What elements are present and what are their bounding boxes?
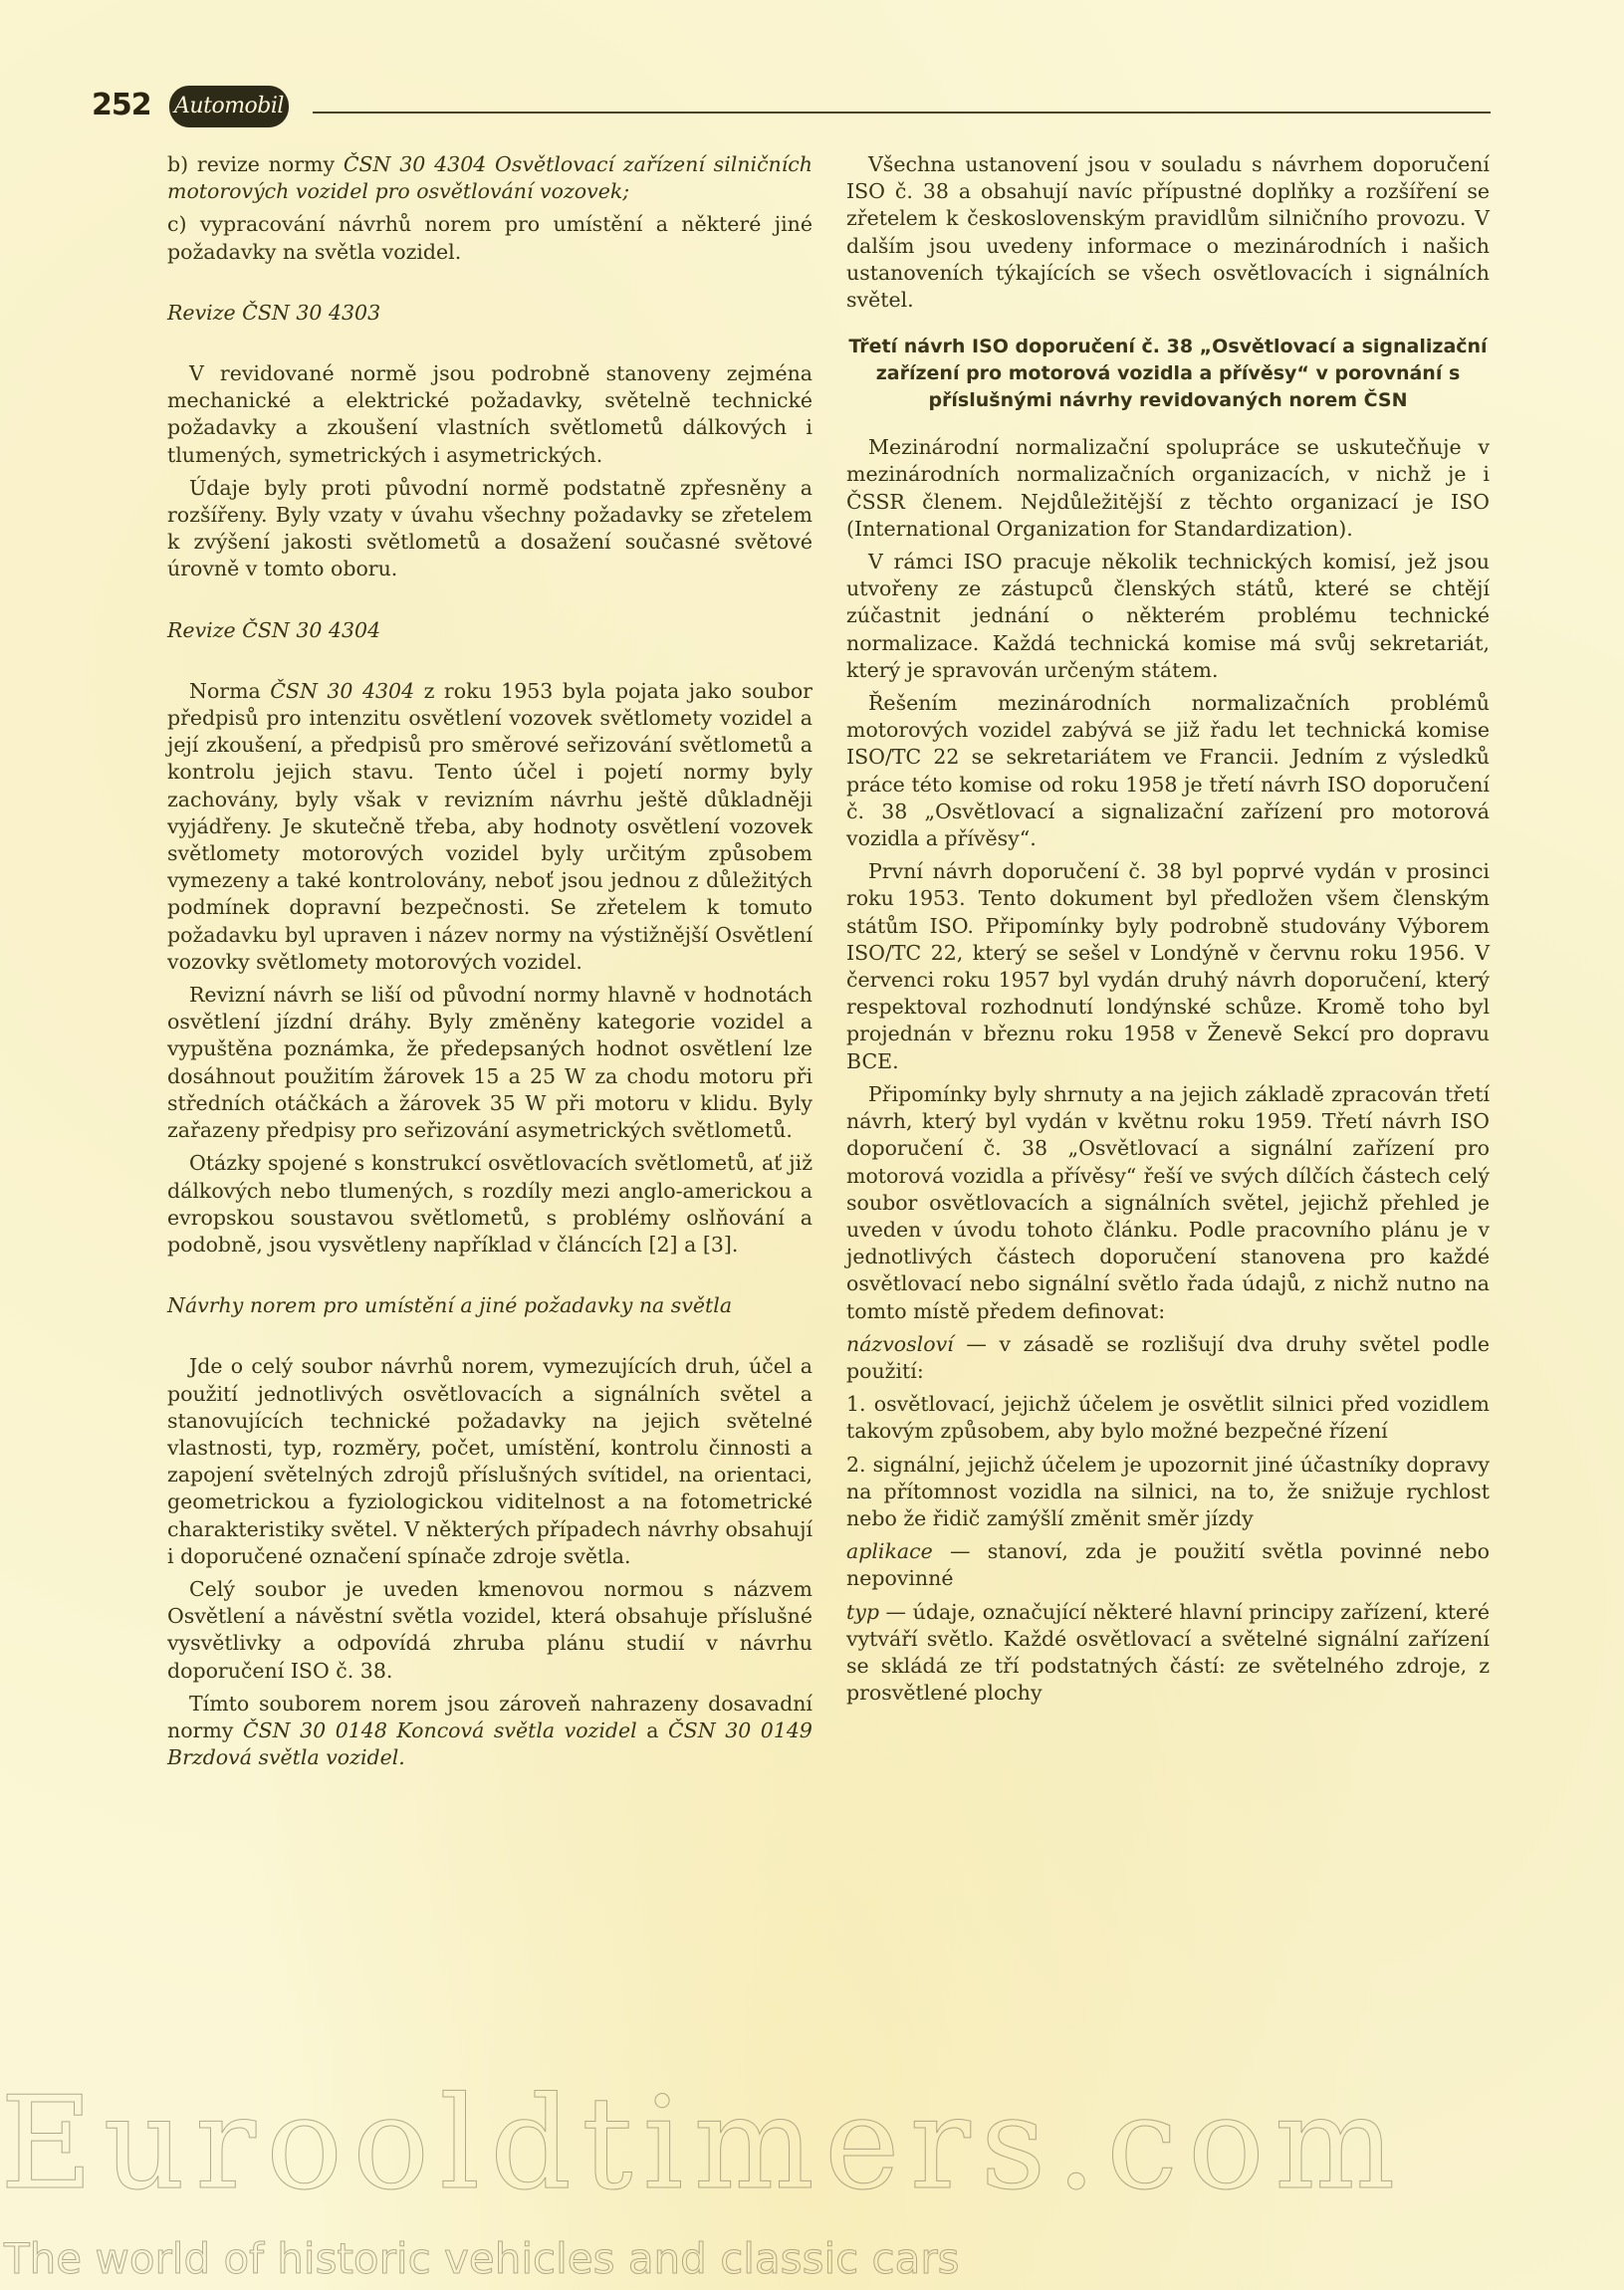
- list-item-b: [167, 151, 812, 205]
- paragraph: [167, 1691, 812, 1772]
- text: Tímto souborem norem jsou zároveň nahrazeny dosavadní normy: [167, 1691, 812, 1742]
- paragraph: Celý soubor je uveden kmenovou normou s názvem Osvětlení a návěstní světla vozidel, která obsahuje příslušné vysvětlivky a odpovídá zhruba plánu studií v návrhu doporučení ISO č. 38.: [167, 1576, 812, 1683]
- paragraph: [167, 678, 812, 976]
- paragraph: Všechna ustanovení jsou v souladu s návrhem doporučení ISO č. 38 a obsahují navíc přípustné doplňky a rozšíření se zřetelem k československým pravidlům silničního provozu. V dalším jsou uvedeny informace o mezinárodních i našich ustanoveních týkajících se všech osvětlovacích i signálních světel.: [846, 152, 1490, 313]
- term: názvosloví: [846, 1331, 954, 1356]
- section-heading: Revize ČSN 30 4303: [167, 300, 381, 325]
- paragraph: Řešením mezinárodních normalizačních problémů motorových vozidel zabývá se již řadu let technická komise ISO/TC 22 se sekretariátem ve Francii. Jedním z výsledků práce této komise od roku 1958 je třetí návrh ISO doporučení č. 38 „Osvětlovací a signalizační zařízení pro motorová vozidla a přívěsy“.: [846, 691, 1490, 851]
- list-item-c: c) vypracování návrhů norem pro umístění a některé jiné požadavky na světla vozidel.: [167, 212, 812, 264]
- left-column: [167, 151, 812, 1777]
- norm-ref: ČSN 30 0148 Koncová světla vozidel: [242, 1718, 637, 1742]
- definition: [846, 1599, 1490, 1708]
- list-item: 2. signální, jejichž účelem je upozornit jiné účastníky dopravy na přítomnost vozidla na silnici, na to, že snižuje rychlost nebo že řidič zamýšlí změnit směr jízdy: [846, 1452, 1490, 1530]
- text: a: [636, 1718, 668, 1742]
- norm-ref: ČSN 30 4304: [270, 678, 415, 703]
- term: typ: [846, 1599, 879, 1624]
- magazine-logo: Automobil: [169, 86, 289, 127]
- section-heading: Návrhy norem pro umístění a jiné požadavky na světla: [167, 1293, 733, 1318]
- paragraph: V revidované normě jsou podrobně stanoveny zejména mechanické a elektrické požadavky, světelně technické požadavky a zkoušení vlastních světlometů dálkových i tlumených, symetrických i asymetrických.: [167, 361, 812, 467]
- watermark-tagline: The world of historic vehicles and classic cars: [4, 2234, 960, 2283]
- watermark-site: Eurooldtimers.com: [0, 2070, 1406, 2218]
- paragraph: První návrh doporučení č. 38 byl poprvé vydán v prosinci roku 1953. Tento dokument byl předložen všem členským státům ISO. Připomínky byly podrobně studovány Výborem ISO/TC 22, který se sešel v Londýně v červnu roku 1956. V červenci roku 1957 byl vydán druhý návrh doporučení, který respektoval rozhodnutí londýnské schůze. Kromě toho byl projednán v březnu roku 1958 v Ženevě Sekcí pro dopravu BCE.: [846, 859, 1490, 1073]
- list-item: 1. osvětlovací, jejichž účelem je osvětlit silnici před vozidlem takovým způsobem, aby bylo možné bezpečné řízení: [846, 1392, 1490, 1444]
- paragraph: Údaje byly proti původní normě podstatně zpřesněny a rozšířeny. Byly vzaty v úvahu všechny požadavky se zřetelem k zvýšení jakosti světlometů a dosažení současné světové úrovně v tomto oboru.: [167, 475, 812, 581]
- section-heading-bold: Třetí návrh ISO doporučení č. 38 „Osvětlovací a signalizační zařízení pro motorová vozidla a přívěsy“ v porovnání s příslušnými návrhy revidovaných norem ČSN: [848, 336, 1488, 412]
- paragraph: Připomínky byly shrnuty a na jejich základě zpracován třetí návrh, který byl vydán v květnu roku 1959. Třetí návrh ISO doporučení č. 38 „Osvětlovací a signální zařízení pro motorová vozidla a přívěsy“ řeší ve svých dílčích částech celý soubor osvětlovacích a signálních světel, jejichž přehled je uveden v úvodu tohoto článku. Podle pracovního plánu je v jednotlivých částech doporučení stanovena pro každé osvětlovací nebo signální světlo řada údajů, z nichž nutno na tomto místě předem definovat:: [846, 1081, 1490, 1323]
- norm-ref: ČSN 30 0149 Brzdová světla vozidel.: [167, 1718, 812, 1770]
- text: — stanoví, zda je použití světla povinné nebo nepovinné: [846, 1539, 1490, 1591]
- header-rule: [313, 112, 1491, 114]
- page-header: [92, 86, 1491, 129]
- paragraph: Mezinárodní normalizační spolupráce se uskutečňuje v mezinárodních normalizačních organizacích, v nichž je i ČSSR členem. Nejdůležitější z těchto organizací je ISO (International Organization for Standardization).: [846, 435, 1490, 541]
- text: z roku 1953 byla pojata jako soubor předpisů pro intenzitu osvětlení vozovek světlomety vozidel a její zkoušení, a předpisů pro směrové seřizování světlometů a kontrolu jejich stavu. Tento účel i pojetí normy byly zachovány, byly však v revizním návrhu ještě důkladněji vyjádřeny. Je skutečně třeba, aby hodnoty osvětlení vozovek světlomety motorových vozidel byly určitým způsobem vymezeny a také kontrolovány, neboť jsou jednou z důležitých podmínek dopravní bezpečnosti. Se zřetelem k tomuto požadavku byl upraven i název normy na výstižnější Osvětlení vozovky světlomety motorových vozidel.: [167, 678, 812, 974]
- term: aplikace: [846, 1539, 933, 1564]
- paragraph: Revizní návrh se liší od původní normy hlavně v hodnotách osvětlení jízdní dráhy. Byly změněny kategorie vozidel a vypuštěna poznámka, že předepsaných hodnot osvětlení lze dosáhnout použitím žárovek 15 a 25 W za chodu motoru při středních otáčkách a žárovek 35 W při motoru v klidu. Byly zařazeny předpisy pro seřizování asymetrických světlometů.: [167, 983, 812, 1143]
- norm-title: ČSN 30 4304 Osvětlovací zařízení silničních motorových vozidel pro osvětlování vozovek;: [167, 152, 812, 204]
- paragraph: Jde o celý soubor návrhů norem, vymezujících druh, účel a použití jednotlivých osvětlovacích a signálních světel a stanovujících technické požadavky na jejich světelné vlastnosti, typ, rozměry, počet, umístění, kontrolu činnosti a zapojení světelných zdrojů příslušných svítidel, na orientaci, geometrickou a fyziologickou viditelnost a na fotometrické charakteristiky světel. V některých případech návrhy obsahují i doporučené označení spínače zdroje světla.: [167, 1354, 812, 1568]
- text: b) revize normy: [167, 152, 344, 176]
- paragraph: Otázky spojené s konstrukcí osvětlovacích světlometů, ať již dálkových nebo tlumených, s rozdíly mezi anglo-americkou a evropskou soustavou světlometů, s problémy oslňování a podobně, jsou vysvětleny například v článcích [2] a [3].: [167, 1151, 812, 1257]
- paragraph: V rámci ISO pracuje několik technických komisí, jež jsou utvořeny ze zástupců členských států, které se chtějí zúčastnit jednání o některém problému technické normalizace. Každá technická komise má svůj sekretariát, který je spravován určeným státem.: [846, 550, 1490, 682]
- text: — údaje, označující některé hlavní principy zařízení, které vytváří světlo. Každé osvětlovací a světelné signální zařízení se skládá ze tří podstatných částí: ze světelného zdroje, z prosvětlené plochy: [846, 1599, 1490, 1706]
- definition: [846, 1538, 1490, 1592]
- section-heading: Revize ČSN 30 4304: [167, 617, 381, 642]
- text: — v zásadě se rozlišují dva druhy světel podle použití:: [846, 1331, 1490, 1383]
- definition: [846, 1331, 1490, 1385]
- page-number: 252: [92, 88, 151, 122]
- text: Norma: [189, 678, 271, 703]
- right-column: [846, 151, 1490, 1713]
